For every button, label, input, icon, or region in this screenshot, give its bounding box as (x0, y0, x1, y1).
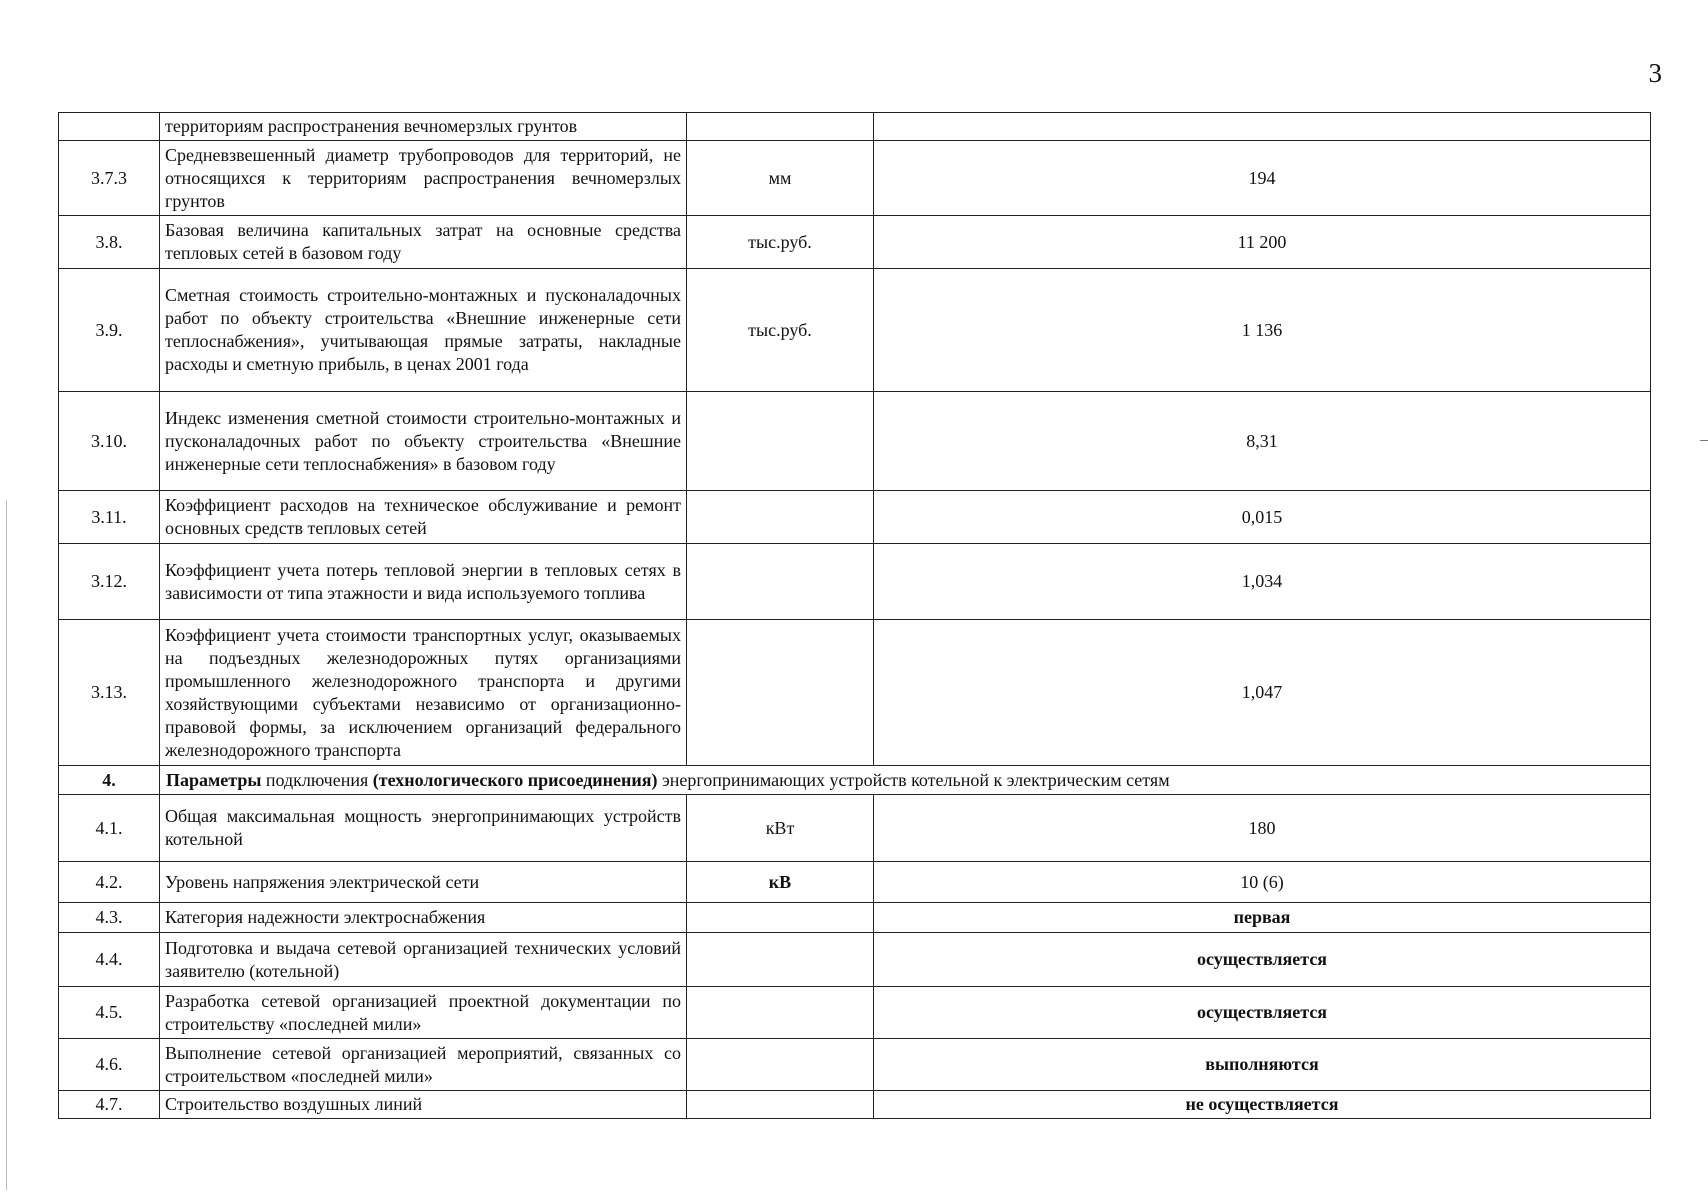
row-name: Коэффициент расходов на техническое обслуживание и ремонт основных средств тепловых сетей (160, 491, 687, 544)
row-number: 3.10. (59, 392, 160, 491)
table-row (59, 216, 1651, 269)
row-value: осуществляется (874, 987, 1651, 1039)
row-value: 10 (6) (874, 862, 1651, 903)
table-row (59, 1091, 1651, 1119)
row-name: Базовая величина капитальных затрат на основные средства тепловых сетей в базовом году (160, 216, 687, 269)
row-number: 3.7.3 (59, 141, 160, 216)
row-name: Строительство воздушных линий (160, 1091, 687, 1119)
row-name: Сметная стоимость строительно-монтажных и пусконаладочных работ по объекту строительства «Внешние инженерные сети теплоснабжения», учитывающая прямые затраты, накладные расходы и сметную прибыль, в ценах 2001 года (160, 269, 687, 392)
row-name: Категория надежности электроснабжения (160, 903, 687, 933)
row-unit: мм (687, 141, 874, 216)
row-value: осуществляется (874, 933, 1651, 987)
table-row (59, 544, 1651, 620)
table-row (59, 933, 1651, 987)
row-unit (687, 491, 874, 544)
table-row (59, 113, 1651, 141)
row-unit (687, 620, 874, 766)
row-value (874, 113, 1651, 141)
table-row (59, 987, 1651, 1039)
row-name: Коэффициент учета потерь тепловой энергии в тепловых сетях в зависимости от типа этажности и вида используемого топлива (160, 544, 687, 620)
row-value: 8,31 (874, 392, 1651, 491)
row-value: выполняются (874, 1039, 1651, 1091)
table-row (59, 141, 1651, 216)
table-row (59, 269, 1651, 392)
row-value: 1,047 (874, 620, 1651, 766)
row-name: Средневзвешенный диаметр трубопроводов для территорий, не относящихся к территориям распространения вечномерзлых грунтов (160, 141, 687, 216)
row-name: территориям распространения вечномерзлых грунтов (160, 113, 687, 141)
row-unit (687, 903, 874, 933)
row-value: 180 (874, 795, 1651, 862)
row-number (59, 113, 160, 141)
row-value: 194 (874, 141, 1651, 216)
table-row (59, 1039, 1651, 1091)
row-unit (687, 933, 874, 987)
row-unit (687, 113, 874, 141)
scan-artifact (6, 500, 7, 1190)
row-unit (687, 987, 874, 1039)
row-value: не осуществляется (874, 1091, 1651, 1119)
row-number: 4.3. (59, 903, 160, 933)
section-title-part: подключения (261, 769, 373, 790)
row-unit: тыс.руб. (687, 269, 874, 392)
row-number: 4.5. (59, 987, 160, 1039)
row-value: 0,015 (874, 491, 1651, 544)
row-number: 3.13. (59, 620, 160, 766)
row-name: Выполнение сетевой организацией мероприятий, связанных со строительством «последней мили» (160, 1039, 687, 1091)
table-row (59, 903, 1651, 933)
row-unit: кВт (687, 795, 874, 862)
row-value: 1,034 (874, 544, 1651, 620)
scan-artifact (1700, 440, 1708, 441)
table-body (59, 113, 1651, 1119)
row-name: Подготовка и выдача сетевой организацией технических условий заявителю (котельной) (160, 933, 687, 987)
row-unit (687, 392, 874, 491)
row-value: первая (874, 903, 1651, 933)
row-unit (687, 544, 874, 620)
row-unit: кВ (687, 862, 874, 903)
row-value: 1 136 (874, 269, 1651, 392)
page-number: 3 (1648, 58, 1662, 88)
section-title-part: (технологического присоединения) (372, 769, 658, 790)
table-row (59, 392, 1651, 491)
row-number: 3.11. (59, 491, 160, 544)
row-number: 3.8. (59, 216, 160, 269)
row-unit: тыс.руб. (687, 216, 874, 269)
row-number: 4.6. (59, 1039, 160, 1091)
row-value: 11 200 (874, 216, 1651, 269)
parameters-table (58, 112, 1651, 1119)
section-row (59, 766, 1651, 795)
row-number: 4.1. (59, 795, 160, 862)
row-unit (687, 1091, 874, 1119)
row-number: 4.7. (59, 1091, 160, 1119)
section-title-part: Параметры (166, 769, 262, 790)
section-title (160, 766, 1651, 795)
table-row (59, 795, 1651, 862)
row-number: 4.4. (59, 933, 160, 987)
section-number: 4. (59, 766, 160, 795)
row-number: 4.2. (59, 862, 160, 903)
row-name: Индекс изменения сметной стоимости строительно-монтажных и пусконаладочных работ по объекту строительства «Внешние инженерные сети теплоснабжения» в базовом году (160, 392, 687, 491)
row-name: Разработка сетевой организацией проектной документации по строительству «последней мили» (160, 987, 687, 1039)
row-number: 3.9. (59, 269, 160, 392)
table-row (59, 491, 1651, 544)
row-name: Уровень напряжения электрической сети (160, 862, 687, 903)
table-row (59, 862, 1651, 903)
row-name: Коэффициент учета стоимости транспортных услуг, оказываемых на подъездных железнодорожных путях организациями промышленного железнодорожного транспорта и другими хозяйствующими субъектами независимо от организационно-правовой формы, за исключением организаций федерального железнодорожного транспорта (160, 620, 687, 766)
table-row (59, 620, 1651, 766)
row-unit (687, 1039, 874, 1091)
row-number: 3.12. (59, 544, 160, 620)
section-title-part: энергопринимающих устройств котельной к электрическим сетям (657, 769, 1170, 790)
row-name: Общая максимальная мощность энергопринимающих устройств котельной (160, 795, 687, 862)
